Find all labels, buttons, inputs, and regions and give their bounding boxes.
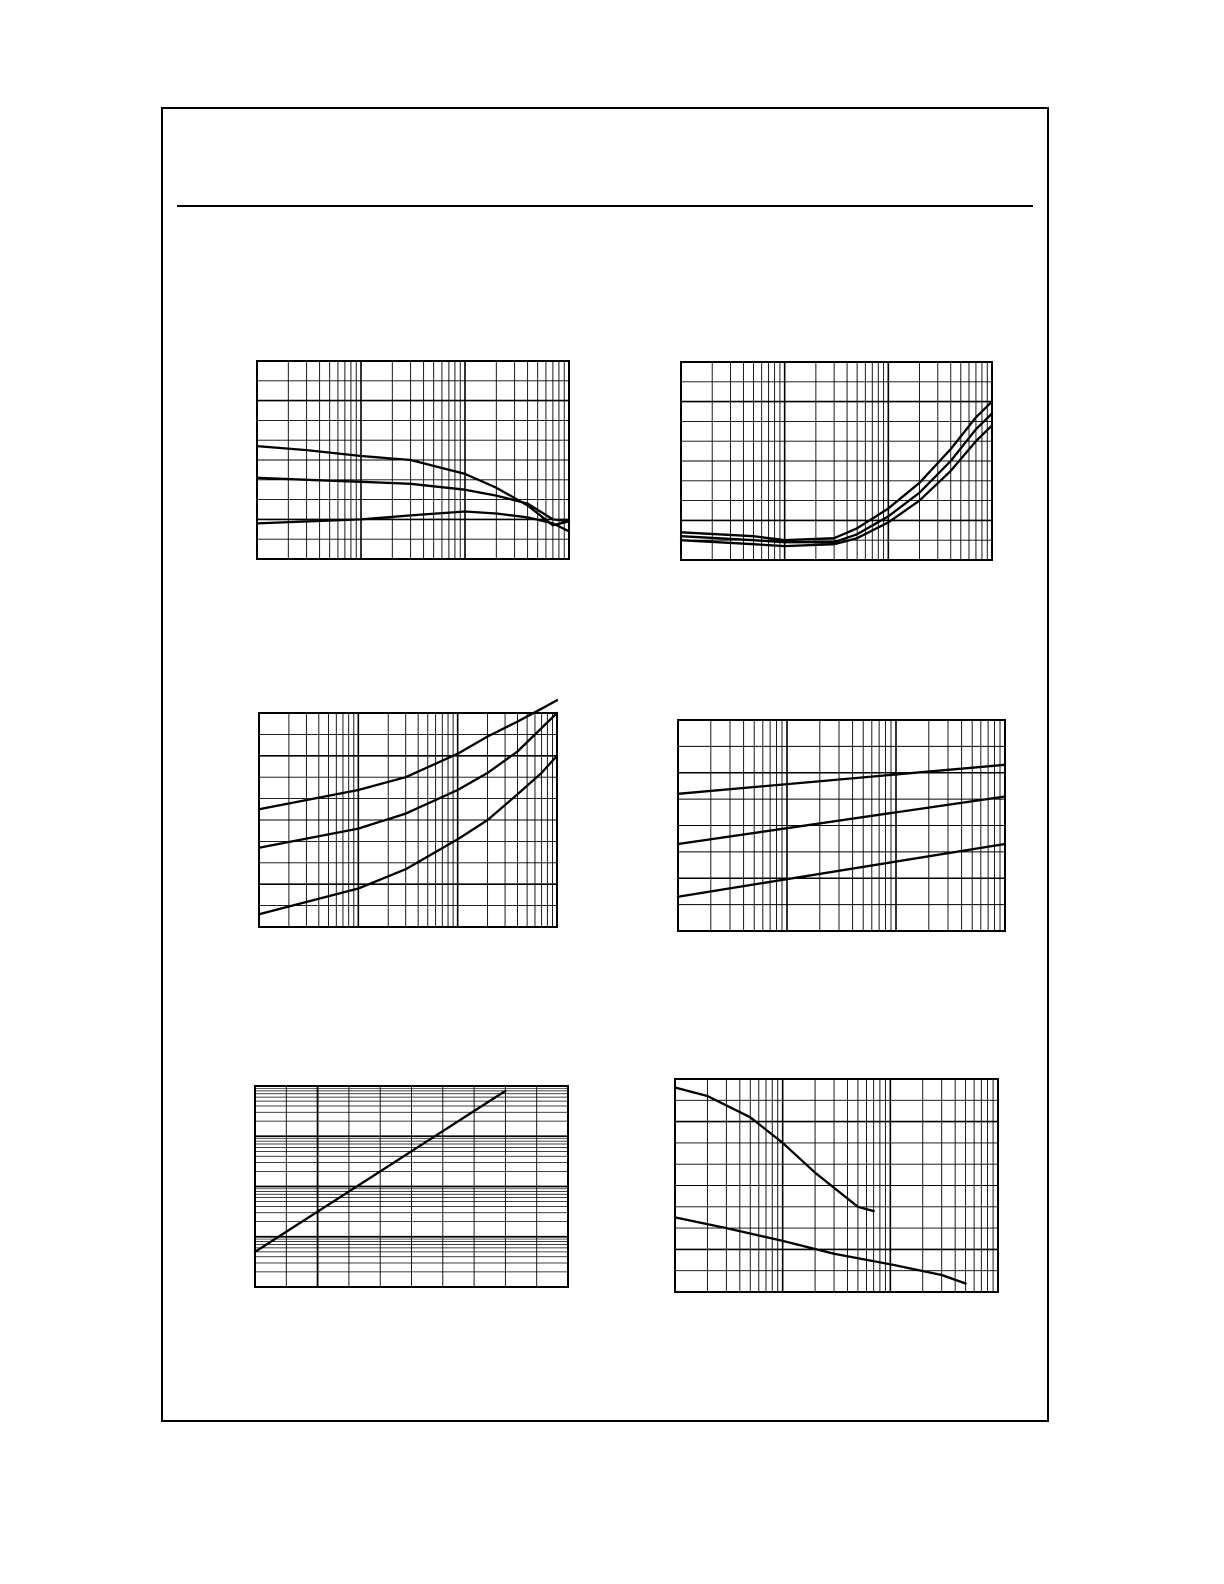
chart-5 (255, 1086, 568, 1287)
series-line-2 (678, 797, 1005, 845)
series-line-1 (675, 1088, 874, 1212)
series-line-1 (257, 446, 569, 525)
grid (678, 720, 1005, 931)
plot-area (259, 713, 557, 927)
grid (675, 1079, 998, 1292)
plot-area (257, 361, 569, 559)
series-line-1 (681, 402, 992, 541)
series-line-3 (681, 425, 992, 546)
header-rule (177, 205, 1033, 207)
grid (681, 362, 992, 560)
chart-3 (259, 713, 557, 927)
grid (255, 1086, 568, 1287)
series-line-1 (678, 765, 1005, 794)
series-line-3 (257, 512, 569, 532)
series-line-2 (675, 1217, 966, 1283)
grid (259, 713, 557, 927)
chart-1 (257, 361, 569, 559)
series-line-2 (259, 713, 557, 848)
chart-6 (675, 1079, 998, 1292)
chart-4 (678, 720, 1005, 931)
plot-area (681, 362, 992, 560)
chart-2 (681, 362, 992, 560)
plot-area (675, 1079, 998, 1292)
plot-area (255, 1086, 568, 1287)
series-line-3 (259, 756, 557, 914)
plot-area (678, 720, 1005, 931)
series-line-2 (681, 414, 992, 543)
